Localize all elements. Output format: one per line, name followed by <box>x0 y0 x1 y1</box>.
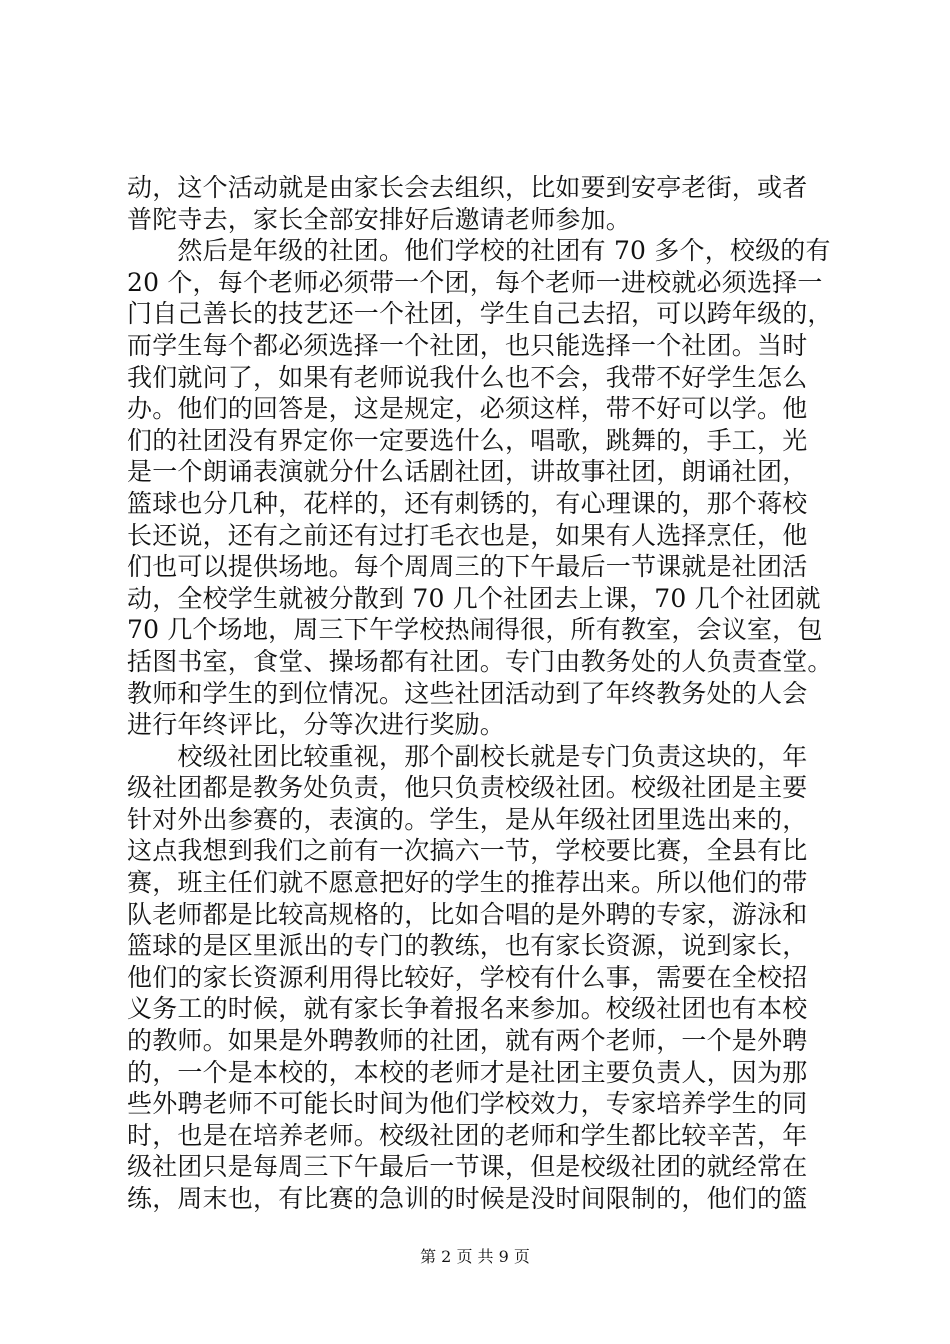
text-line: 而学生每个都必须选择一个社团，也只能选择一个社团。当时 <box>127 330 808 360</box>
text-line: 级社团都是教务处负责，他只负责校级社团。校级社团是主要 <box>127 773 808 803</box>
text-line: 篮球也分几种，花样的，还有刺锈的，有心理课的，那个蒋校 <box>127 488 808 518</box>
text-line: 我们就问了，如果有老师说我什么也不会，我带不好学生怎么 <box>127 362 808 392</box>
text-line: 级社团只是每周三下午最后一节课，但是校级社团的就经常在 <box>127 1152 808 1182</box>
text-line: 们的社团没有界定你一定要选什么，唱歌，跳舞的，手工，光 <box>127 425 808 455</box>
text-line: 20 个，每个老师必须带一个团，每个老师一进校就必须选择一 <box>127 267 823 297</box>
text-line: 然后是年级的社团。他们学校的社团有 70 多个，校级的有 <box>127 236 831 266</box>
text-line: 动，这个活动就是由家长会去组织，比如要到安亭老街，或者 <box>127 173 808 202</box>
text-line: 是一个朗诵表演就分什么话剧社团，讲故事社团，朗诵社团， <box>127 457 808 487</box>
text-line: 赛，班主任们就不愿意把好的学生的推荐出来。所以他们的带 <box>127 868 808 898</box>
text-line: 普陀寺去，家长全部安排好后邀请老师参加。 <box>127 204 632 234</box>
text-line: 义务工的时候，就有家长争着报名来参加。校级社团也有本校 <box>127 994 808 1024</box>
text-line: 们也可以提供场地。每个周周三的下午最后一节课就是社团活 <box>127 552 808 582</box>
page-footer: 第 2 页 共 9 页 <box>420 1247 530 1266</box>
text-line: 的教师。如果是外聘教师的社团，就有两个老师，一个是外聘 <box>127 1026 808 1056</box>
text-line: 教师和学生的到位情况。这些社团活动到了年终教务处的人会 <box>127 678 808 708</box>
text-line: 括图书室，食堂、操场都有社团。专门由教务处的人负责查堂。 <box>127 646 833 676</box>
text-line: 队老师都是比较高规格的，比如合唱的是外聘的专家，游泳和 <box>127 899 808 929</box>
text-line: 针对外出参赛的，表演的。学生，是从年级社团里选出来的， <box>127 804 808 834</box>
text-line: 长还说，还有之前还有过打毛衣也是，如果有人选择烹任，他 <box>127 520 808 550</box>
text-line: 的，一个是本校的，本校的老师才是社团主要负责人，因为那 <box>127 1057 808 1087</box>
text-line: 些外聘老师不可能长时间为他们学校效力，专家培养学生的同 <box>127 1089 808 1119</box>
text-line: 门自己善长的技艺还一个社团，学生自己去招，可以跨年级的， <box>127 299 833 329</box>
text-line: 他们的家长资源利用得比较好，学校有什么事，需要在全校招 <box>127 962 808 992</box>
text-line: 办。他们的回答是，这是规定，必须这样，带不好可以学。他 <box>127 394 808 424</box>
text-line: 时，也是在培养老师。校级社团的老师和学生都比较辛苦，年 <box>127 1120 808 1150</box>
text-line: 篮球的是区里派出的专门的教练，也有家长资源，说到家长， <box>127 931 808 961</box>
text-line: 进行年终评比，分等次进行奖励。 <box>127 710 506 740</box>
text-line: 这点我想到我们之前有一次搞六一节，学校要比赛，全县有比 <box>127 836 808 866</box>
text-line: 校级社团比较重视，那个副校长就是专门负责这块的，年 <box>127 741 808 771</box>
body-text <box>127 172 857 1215</box>
text-line: 动，全校学生就被分散到 70 几个社团去上课，70 几个社团就 <box>127 583 821 613</box>
text-line: 练，周末也，有比赛的急训的时候是没时间限制的，他们的篮 <box>127 1184 808 1213</box>
text-line: 70 几个场地，周三下午学校热闹得很，所有教室，会议室，包 <box>127 615 823 645</box>
